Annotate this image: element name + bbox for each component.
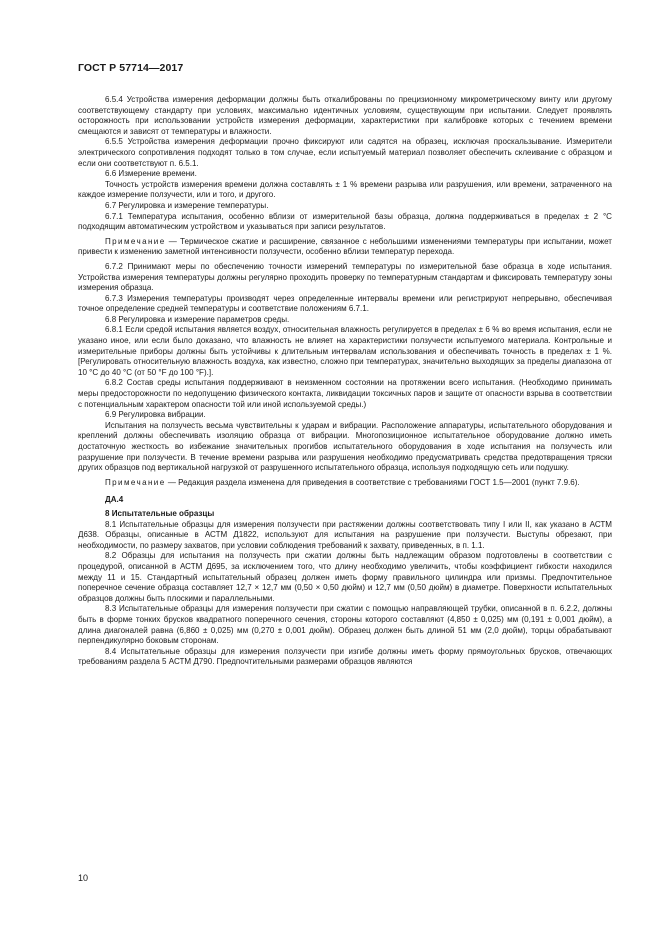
paragraph-8-1: 8.1 Испытательные образцы для измерения ползучести при растяжении должны соответствовать типу I или II, как указано в АСТМ Д638. Образцы, описанные в АСТМ Д1822, используют для испытания на разрушение при ползучести. Выступы обрезают, при необходимости, по размеру захватов, при условии соблюдения требований к захвату, приведенных, в п. 1.1. [78,519,612,550]
note-label: Примечание [105,477,166,487]
paragraph-6-9: 6.9 Регулировка вибрации. [105,410,206,420]
note-editorial [78,478,612,489]
paragraph-8-3: 8.3 Испытательные образцы для измерения ползучести при сжатии с помощью направляющей трубки, описанной в п. 6.2.2, должны быть в форме тонких брусков квадратного поперечного сечения, стороны которого составляют (4,850 ± 0,025) мм (0,191 ± 0,001 дюйм), а длина диагоналей равна (6,860 ± 0,025) мм (0,270 ± 0,001 дюйм). Образец должен быть длиной 51 мм (2,0 дюйм), торцы обрабатывают перпендикулярно боковым сторонам. [78,604,612,646]
page-number: 10 [78,873,89,883]
paragraph-6-7-1: 6.7.1 Температура испытания, особенно вблизи от измерительной базы образца, должна поддерживаться в пределах ± 2 °C подходящим автоматическим устройством и указываться при записи результатов. [78,211,612,232]
paragraph-6-6: 6.6 Измерение времени. [105,169,197,179]
annex-item-heading: ДА.4 [105,495,124,505]
paragraph-6-8-2: 6.8.2 Состав среды испытания поддерживают в неизменном состоянии на протяжении всего испытания. (Необходимо принимать меры предосторожности по недопущению физического контакта, ликвидации токсичных паров и защите от опасности взрыва в соответствии с потенциальным характером опасности той или иной используемой среды.) [78,378,612,409]
note-text: — Редакция раздела изменена для приведения в соответствие с требованиями ГОСТ 1.5—2001 (пункт 7.9.6). [165,477,580,487]
note-temperature [78,237,612,258]
paragraph-6-6-text: Точность устройств измерения времени должна составлять ± 1 % времени разрыва или разрушения, или времени, затраченного на каждое измерение ползучести, или и того, и другого. [78,179,612,200]
paragraph-6-5-4: 6.5.4 Устройства измерения деформации должны быть откалиброваны по прецизионному микрометрическому винту или другому соответствующему стандарту при условиях, максимально идентичных условиям, существующим при испытании. Следует проявлять осторожность при использовании устройств измерения деформации, характеристики при калибровке которых с течением времени смещаются и зависят от температуры и влажности. [78,95,612,136]
paragraph-6-7-2: 6.7.2 Принимают меры по обеспечению точности измерений температуры по измерительной базе образца в ходе испытания. Устройства измерения температуры должны регулярно проходить проверку по температурным стандартам и фиксировать температуру зоны измерения образца. [78,261,612,293]
paragraph-6-9-text: Испытания на ползучесть весьма чувствительны к ударам и вибрации. Расположение аппаратуры, испытательного оборудования и креплений должны обеспечивать изоляцию образца от вибрации. Многопозиционное испытательное оборудование должно иметь достаточную жесткость во избежание значительных прогибов испытательного оборудования в ходе испытания на ползучесть или разрушение при ползучести. В течение времени разрыва или разрушения необходимо предусматривать средства предотвращения тряски других образцов под вертикальной нагрузкой от разрушенного испытательного образца, используя подходящую сеть или подушку. [78,420,612,473]
note-label: Примечание [105,236,166,246]
paragraph-6-7-3: 6.7.3 Измерения температуры производят через определенные интервалы времени или регистрируют непрерывно, обеспечивая точное определение средней температуры и соответствие положениям 6.7.1. [78,293,612,314]
page-body [78,95,612,668]
standard-header: ГОСТ Р 57714—2017 [78,62,184,74]
note-text: — Термическое сжатие и расширение, связанное с небольшими изменениями температуры при испытании, может привести к изменению заметной интенсивности ползучести, особенно вблизи температур перехода. [78,236,612,257]
section-heading: 8 Испытательные образцы [105,508,215,518]
paragraph-8-2: 8.2 Образцы для испытания на ползучесть при сжатии должны быть надлежащим образом подготовлены в соответствии с процедурой, описанной в АСТМ Д695, за исключением того, что длину необходимо увеличить, чтобы коэффициент гибкости находился между 11 и 15. Стандартный испытательный образец должен иметь форму правильного цилиндра или призмы. Предпочтительное поперечное сечение образца составляет 12,7 × 12,7 мм (0,50 × 0,50 дюйм) и 12,7 мм (0,50 дюйм) в диаметре. Поверхности испытательных образцов должны быть плоскими и параллельными. [78,551,612,603]
paragraph-6-8-1: 6.8.1 Если средой испытания является воздух, относительная влажность регулируется в пределах ± 6 % во время испытания, если не указано иное, или если было доказано, что влажность не влияет на характеристики ползучести испытуемого материала. Контрольные и измерительные приборы должны быть устойчивы к длительным интервалам использования и обеспечивать точность в пределах ± 1 %. [Регулировать относительную влажность воздуха, как известно, сложно при температурах, значительно выходящих за пределы диапазона от 10 °C до 40 °C (от 50 °F до 100 °F).]. [78,325,612,377]
paragraph-6-7: 6.7 Регулировка и измерение температуры. [105,200,269,210]
paragraph-8-4: 8.4 Испытательные образцы для измерения ползучести при изгибе должны иметь форму прямоугольных брусков, отвечающих требованиям раздела 5 АСТМ Д790. Предпочтительными размерами образцов являются [78,646,612,667]
paragraph-6-5-5: 6.5.5 Устройства измерения деформации прочно фиксируют или садятся на образец, исключая проскальзывание. Измерители электрического сопротивления подходят только в том случае, если испытуемый материал позволяет обеспечить склеивание с образцом и если они соответствуют п. 6.5.1. [78,137,612,168]
paragraph-6-8: 6.8 Регулировка и измерение параметров среды. [105,314,290,324]
